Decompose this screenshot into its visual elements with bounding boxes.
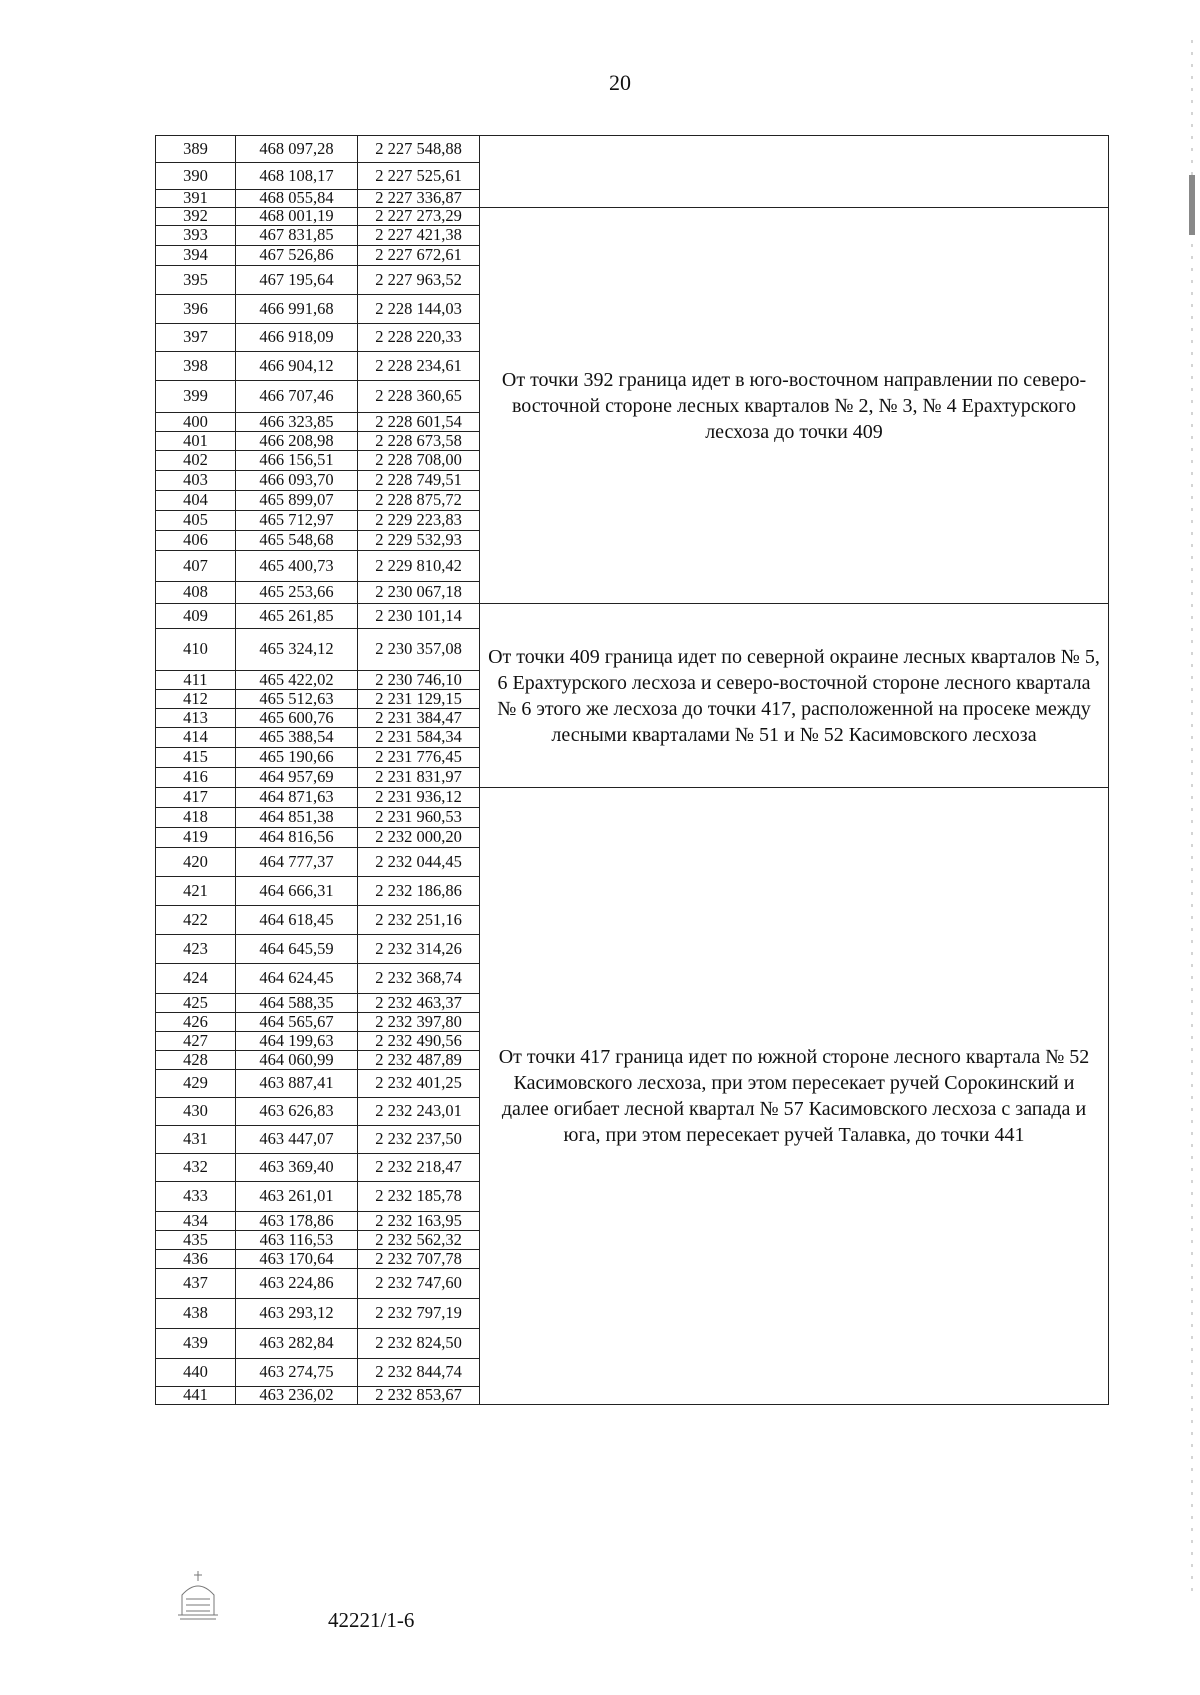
point-number-cell: 393: [156, 226, 236, 246]
y-coordinate-cell: 2 232 237,50: [358, 1126, 480, 1154]
point-number-cell: 437: [156, 1269, 236, 1299]
x-coordinate-cell: 464 851,38: [236, 808, 358, 828]
y-coordinate-cell: 2 230 067,18: [358, 582, 480, 604]
y-coordinate-cell: 2 232 000,20: [358, 828, 480, 848]
x-coordinate-cell: 463 178,86: [236, 1212, 358, 1231]
y-coordinate-cell: 2 230 357,08: [358, 629, 480, 671]
x-coordinate-cell: 465 324,12: [236, 629, 358, 671]
x-coordinate-cell: 464 618,45: [236, 906, 358, 935]
point-number-cell: 403: [156, 471, 236, 491]
y-coordinate-cell: 2 232 463,37: [358, 994, 480, 1013]
point-number-cell: 420: [156, 848, 236, 877]
y-coordinate-cell: 2 232 368,74: [358, 964, 480, 994]
x-coordinate-cell: 466 904,12: [236, 352, 358, 381]
point-number-cell: 426: [156, 1013, 236, 1032]
point-number-cell: 425: [156, 994, 236, 1013]
y-coordinate-cell: 2 232 844,74: [358, 1359, 480, 1387]
point-number-cell: 421: [156, 877, 236, 906]
y-coordinate-cell: 2 228 875,72: [358, 491, 480, 511]
boundary-points-table: [155, 135, 1109, 1405]
point-number-cell: 432: [156, 1154, 236, 1182]
stamp-emblem-icon: [172, 1565, 224, 1627]
point-number-cell: 427: [156, 1032, 236, 1051]
point-number-cell: 396: [156, 295, 236, 324]
table-row: [156, 788, 1109, 808]
x-coordinate-cell: 463 224,86: [236, 1269, 358, 1299]
x-coordinate-cell: 466 707,46: [236, 381, 358, 413]
boundary-description-cell: [480, 136, 1109, 208]
y-coordinate-cell: 2 231 831,97: [358, 768, 480, 788]
y-coordinate-cell: 2 228 708,00: [358, 451, 480, 471]
boundary-description-cell: От точки 392 граница идет в юго-восточном направлении по северо-восточной стороне лесных кварталов № 2, № 3, № 4 Ерахтурского лесхоза до точки 409: [480, 208, 1109, 604]
y-coordinate-cell: 2 228 360,65: [358, 381, 480, 413]
y-coordinate-cell: 2 227 963,52: [358, 266, 480, 295]
x-coordinate-cell: 466 918,09: [236, 324, 358, 352]
y-coordinate-cell: 2 232 401,25: [358, 1070, 480, 1098]
y-coordinate-cell: 2 230 101,14: [358, 604, 480, 629]
y-coordinate-cell: 2 231 384,47: [358, 709, 480, 728]
y-coordinate-cell: 2 227 525,61: [358, 163, 480, 190]
y-coordinate-cell: 2 232 163,95: [358, 1212, 480, 1231]
x-coordinate-cell: 464 957,69: [236, 768, 358, 788]
x-coordinate-cell: 464 666,31: [236, 877, 358, 906]
x-coordinate-cell: 465 400,73: [236, 551, 358, 582]
y-coordinate-cell: 2 230 746,10: [358, 671, 480, 690]
y-coordinate-cell: 2 231 936,12: [358, 788, 480, 808]
x-coordinate-cell: 464 871,63: [236, 788, 358, 808]
x-coordinate-cell: 463 447,07: [236, 1126, 358, 1154]
point-number-cell: 434: [156, 1212, 236, 1231]
point-number-cell: 431: [156, 1126, 236, 1154]
point-number-cell: 418: [156, 808, 236, 828]
point-number-cell: 422: [156, 906, 236, 935]
point-number-cell: 439: [156, 1329, 236, 1359]
y-coordinate-cell: 2 232 824,50: [358, 1329, 480, 1359]
y-coordinate-cell: 2 229 223,83: [358, 511, 480, 531]
point-number-cell: 402: [156, 451, 236, 471]
point-number-cell: 399: [156, 381, 236, 413]
boundary-description-cell: От точки 409 граница идет по северной окраине лесных кварталов № 5, 6 Ерахтурского лесхоза и северо-восточной стороне лесного квартала № 6 этого же лесхоза до точки 417, расположенной на просеке между лесными кварталами № 51 и № 52 Касимовского лесхоза: [480, 604, 1109, 788]
y-coordinate-cell: 2 232 185,78: [358, 1182, 480, 1212]
point-number-cell: 424: [156, 964, 236, 994]
point-number-cell: 419: [156, 828, 236, 848]
point-number-cell: 406: [156, 531, 236, 551]
x-coordinate-cell: 466 991,68: [236, 295, 358, 324]
y-coordinate-cell: 2 227 548,88: [358, 136, 480, 163]
y-coordinate-cell: 2 232 487,89: [358, 1051, 480, 1070]
point-number-cell: 441: [156, 1387, 236, 1405]
point-number-cell: 400: [156, 413, 236, 432]
x-coordinate-cell: 464 624,45: [236, 964, 358, 994]
table-row: [156, 208, 1109, 226]
x-coordinate-cell: 465 548,68: [236, 531, 358, 551]
point-number-cell: 412: [156, 690, 236, 709]
y-coordinate-cell: 2 232 707,78: [358, 1250, 480, 1269]
y-coordinate-cell: 2 227 672,61: [358, 246, 480, 266]
x-coordinate-cell: 468 055,84: [236, 190, 358, 208]
y-coordinate-cell: 2 232 186,86: [358, 877, 480, 906]
x-coordinate-cell: 467 831,85: [236, 226, 358, 246]
y-coordinate-cell: 2 232 397,80: [358, 1013, 480, 1032]
y-coordinate-cell: 2 232 251,16: [358, 906, 480, 935]
point-number-cell: 413: [156, 709, 236, 728]
y-coordinate-cell: 2 228 749,51: [358, 471, 480, 491]
x-coordinate-cell: 464 060,99: [236, 1051, 358, 1070]
y-coordinate-cell: 2 232 562,32: [358, 1231, 480, 1250]
x-coordinate-cell: 466 323,85: [236, 413, 358, 432]
point-number-cell: 394: [156, 246, 236, 266]
y-coordinate-cell: 2 227 421,38: [358, 226, 480, 246]
y-coordinate-cell: 2 228 234,61: [358, 352, 480, 381]
point-number-cell: 391: [156, 190, 236, 208]
x-coordinate-cell: 463 293,12: [236, 1299, 358, 1329]
point-number-cell: 411: [156, 671, 236, 690]
x-coordinate-cell: 468 097,28: [236, 136, 358, 163]
y-coordinate-cell: 2 232 747,60: [358, 1269, 480, 1299]
point-number-cell: 392: [156, 208, 236, 226]
x-coordinate-cell: 463 170,64: [236, 1250, 358, 1269]
x-coordinate-cell: 465 512,63: [236, 690, 358, 709]
table-row: [156, 136, 1109, 163]
y-coordinate-cell: 2 232 853,67: [358, 1387, 480, 1405]
x-coordinate-cell: 465 422,02: [236, 671, 358, 690]
x-coordinate-cell: 466 156,51: [236, 451, 358, 471]
x-coordinate-cell: 465 253,66: [236, 582, 358, 604]
y-coordinate-cell: 2 228 601,54: [358, 413, 480, 432]
x-coordinate-cell: 463 116,53: [236, 1231, 358, 1250]
scan-edge-marks: [1188, 40, 1196, 1600]
y-coordinate-cell: 2 228 220,33: [358, 324, 480, 352]
point-number-cell: 398: [156, 352, 236, 381]
point-number-cell: 415: [156, 748, 236, 768]
x-coordinate-cell: 465 190,66: [236, 748, 358, 768]
x-coordinate-cell: 463 274,75: [236, 1359, 358, 1387]
point-number-cell: 390: [156, 163, 236, 190]
point-number-cell: 401: [156, 432, 236, 451]
point-number-cell: 404: [156, 491, 236, 511]
x-coordinate-cell: 463 369,40: [236, 1154, 358, 1182]
x-coordinate-cell: 464 565,67: [236, 1013, 358, 1032]
point-number-cell: 416: [156, 768, 236, 788]
x-coordinate-cell: 468 108,17: [236, 163, 358, 190]
x-coordinate-cell: 463 236,02: [236, 1387, 358, 1405]
point-number-cell: 433: [156, 1182, 236, 1212]
y-coordinate-cell: 2 228 673,58: [358, 432, 480, 451]
x-coordinate-cell: 465 600,76: [236, 709, 358, 728]
point-number-cell: 409: [156, 604, 236, 629]
y-coordinate-cell: 2 227 336,87: [358, 190, 480, 208]
x-coordinate-cell: 464 816,56: [236, 828, 358, 848]
x-coordinate-cell: 468 001,19: [236, 208, 358, 226]
y-coordinate-cell: 2 232 314,26: [358, 935, 480, 964]
x-coordinate-cell: 465 899,07: [236, 491, 358, 511]
y-coordinate-cell: 2 227 273,29: [358, 208, 480, 226]
y-coordinate-cell: 2 231 584,34: [358, 728, 480, 748]
point-number-cell: 435: [156, 1231, 236, 1250]
point-number-cell: 436: [156, 1250, 236, 1269]
y-coordinate-cell: 2 232 490,56: [358, 1032, 480, 1051]
point-number-cell: 414: [156, 728, 236, 748]
point-number-cell: 429: [156, 1070, 236, 1098]
x-coordinate-cell: 467 195,64: [236, 266, 358, 295]
x-coordinate-cell: 464 645,59: [236, 935, 358, 964]
x-coordinate-cell: 465 388,54: [236, 728, 358, 748]
x-coordinate-cell: 465 712,97: [236, 511, 358, 531]
point-number-cell: 438: [156, 1299, 236, 1329]
y-coordinate-cell: 2 231 960,53: [358, 808, 480, 828]
x-coordinate-cell: 464 199,63: [236, 1032, 358, 1051]
x-coordinate-cell: 466 093,70: [236, 471, 358, 491]
y-coordinate-cell: 2 229 532,93: [358, 531, 480, 551]
document-code: 42221/1-6: [328, 1608, 415, 1632]
y-coordinate-cell: 2 232 044,45: [358, 848, 480, 877]
x-coordinate-cell: 466 208,98: [236, 432, 358, 451]
point-number-cell: 407: [156, 551, 236, 582]
point-number-cell: 395: [156, 266, 236, 295]
y-coordinate-cell: 2 231 776,45: [358, 748, 480, 768]
point-number-cell: 397: [156, 324, 236, 352]
x-coordinate-cell: 467 526,86: [236, 246, 358, 266]
table-row: [156, 604, 1109, 629]
page-number: 20: [609, 70, 631, 95]
x-coordinate-cell: 464 777,37: [236, 848, 358, 877]
point-number-cell: 423: [156, 935, 236, 964]
x-coordinate-cell: 464 588,35: [236, 994, 358, 1013]
point-number-cell: 440: [156, 1359, 236, 1387]
y-coordinate-cell: 2 231 129,15: [358, 690, 480, 709]
x-coordinate-cell: 463 626,83: [236, 1098, 358, 1126]
y-coordinate-cell: 2 232 797,19: [358, 1299, 480, 1329]
point-number-cell: 405: [156, 511, 236, 531]
point-number-cell: 408: [156, 582, 236, 604]
point-number-cell: 428: [156, 1051, 236, 1070]
point-number-cell: 430: [156, 1098, 236, 1126]
point-number-cell: 417: [156, 788, 236, 808]
point-number-cell: 410: [156, 629, 236, 671]
point-number-cell: 389: [156, 136, 236, 163]
x-coordinate-cell: 463 282,84: [236, 1329, 358, 1359]
x-coordinate-cell: 465 261,85: [236, 604, 358, 629]
y-coordinate-cell: 2 232 243,01: [358, 1098, 480, 1126]
x-coordinate-cell: 463 261,01: [236, 1182, 358, 1212]
y-coordinate-cell: 2 228 144,03: [358, 295, 480, 324]
y-coordinate-cell: 2 229 810,42: [358, 551, 480, 582]
boundary-description-cell: От точки 417 граница идет по южной стороне лесного квартала № 52 Касимовского лесхоза, при этом пересекает ручей Сорокинский и далее огибает лесной квартал № 57 Касимовского лесхоза с запада и юга, при этом пересекает ручей Талавка, до точки 441: [480, 788, 1109, 1405]
y-coordinate-cell: 2 232 218,47: [358, 1154, 480, 1182]
x-coordinate-cell: 463 887,41: [236, 1070, 358, 1098]
